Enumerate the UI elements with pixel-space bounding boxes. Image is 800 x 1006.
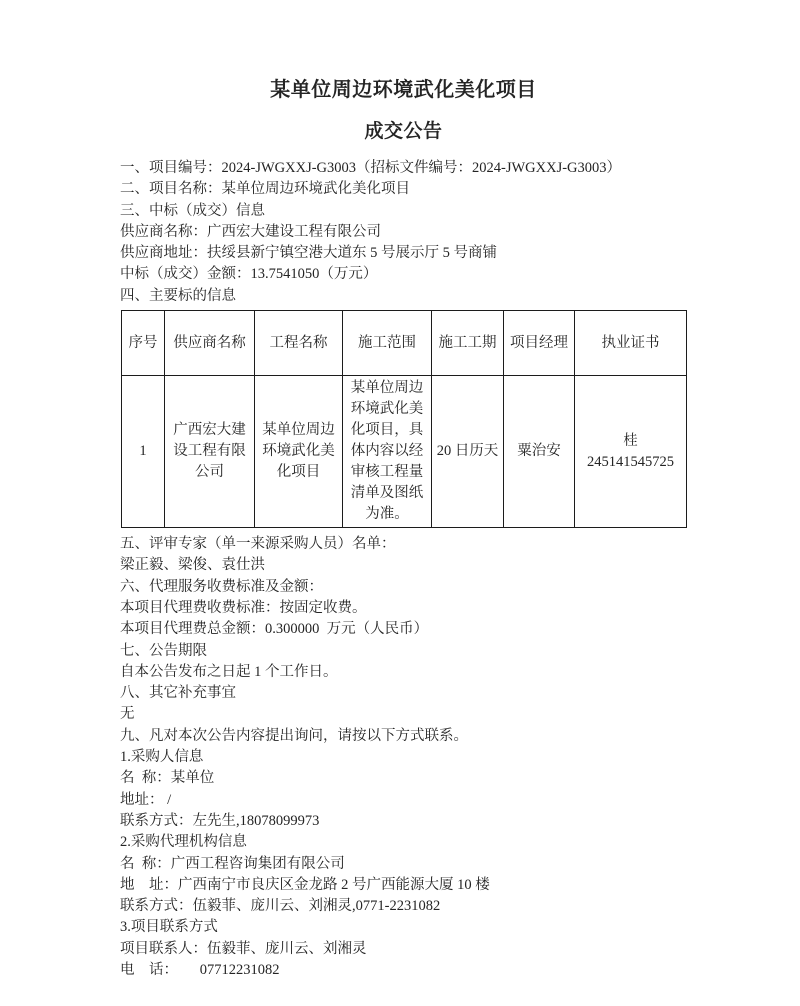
cell-scope: 某单位周边环境武化美化项目，具体内容以经审核工程量清单及图纸为准。 [343,376,432,528]
line-agency-contact: 联系方式：伍毅菲、庞川云、刘湘灵,0771-2231082 [120,898,441,915]
cell-manager: 粟治安 [504,376,575,528]
cell-supplier: 广西宏大建设工程有限公司 [165,376,255,528]
line-project-contact-heading: 3.项目联系方式 [120,919,218,936]
line-award-info-heading: 三、中标（成交）信息 [120,202,265,219]
line-purchaser-name: 名 称：某单位 [120,770,215,787]
line-supplier-address: 供应商地址：扶绥县新宁镇空港大道东 5 号展示厅 5 号商铺 [120,245,497,262]
line-agency-info-heading: 2.采购代理机构信息 [120,834,247,851]
line-other-matters-heading: 八、其它补充事宜 [120,685,236,702]
document-subtitle: 成交公告 [364,121,443,142]
table-row [122,376,687,528]
header-scope: 施工范围 [343,311,432,376]
line-contact-intro: 九、凡对本次公告内容提出询问，请按以下方式联系。 [120,727,468,744]
line-announcement-period-heading: 七、公告期限 [120,642,207,659]
line-award-amount: 中标（成交）金额：13.7541050（万元） [120,266,378,283]
header-project-name: 工程名称 [255,311,343,376]
header-certificate: 执业证书 [575,311,687,376]
line-other-matters-none: 无 [120,706,135,723]
line-purchaser-info-heading: 1.采购人信息 [120,749,204,766]
header-duration: 施工工期 [432,311,504,376]
line-agency-name: 名 称：广西工程咨询集团有限公司 [120,855,345,872]
document-title: 某单位周边环境武化美化项目 [270,79,537,101]
main-items-table [121,310,687,528]
line-agency-fee-total: 本项目代理费总金额：0.300000 万元（人民币） [120,621,429,638]
line-purchaser-contact: 联系方式：左先生,18078099973 [120,812,320,829]
line-experts-heading: 五、评审专家（单一来源采购人员）名单： [120,536,396,553]
line-project-contact-persons: 项目联系人：伍毅菲、庞川云、刘湘灵 [120,940,367,957]
line-supplier-name: 供应商名称：广西宏大建设工程有限公司 [120,223,381,240]
table-header-row [122,311,687,376]
header-supplier: 供应商名称 [165,311,255,376]
line-main-items-heading: 四、主要标的信息 [120,287,236,304]
header-manager: 项目经理 [504,311,575,376]
line-experts-names: 梁正毅、梁俊、袁仕洪 [120,557,265,574]
cell-project-name: 某单位周边环境武化美化项目 [255,376,343,528]
line-agency-fee-standard: 本项目代理费收费标准：按固定收费。 [120,599,367,616]
line-project-number: 一、项目编号：2024-JWGXXJ-G3003（招标文件编号：2024-JWGXXJ-G3003） [120,160,622,176]
line-purchaser-address: 地址： / [120,791,172,808]
line-agency-address: 地 址：广西南宁市良庆区金龙路 2 号广西能源大厦 10 楼 [120,876,490,893]
cell-duration: 20 日历天 [432,376,504,528]
line-agency-fee-heading: 六、代理服务收费标准及金额： [120,578,323,595]
header-seq: 序号 [122,311,165,376]
cell-seq: 1 [122,376,165,528]
line-announcement-period: 自本公告发布之日起 1 个工作日。 [120,663,338,680]
line-project-name: 二、项目名称：某单位周边环境武化美化项目 [120,181,410,198]
line-project-contact-phone: 电 话： 07712231082 [120,962,280,979]
cell-certificate: 桂 245141545725 [575,376,687,528]
